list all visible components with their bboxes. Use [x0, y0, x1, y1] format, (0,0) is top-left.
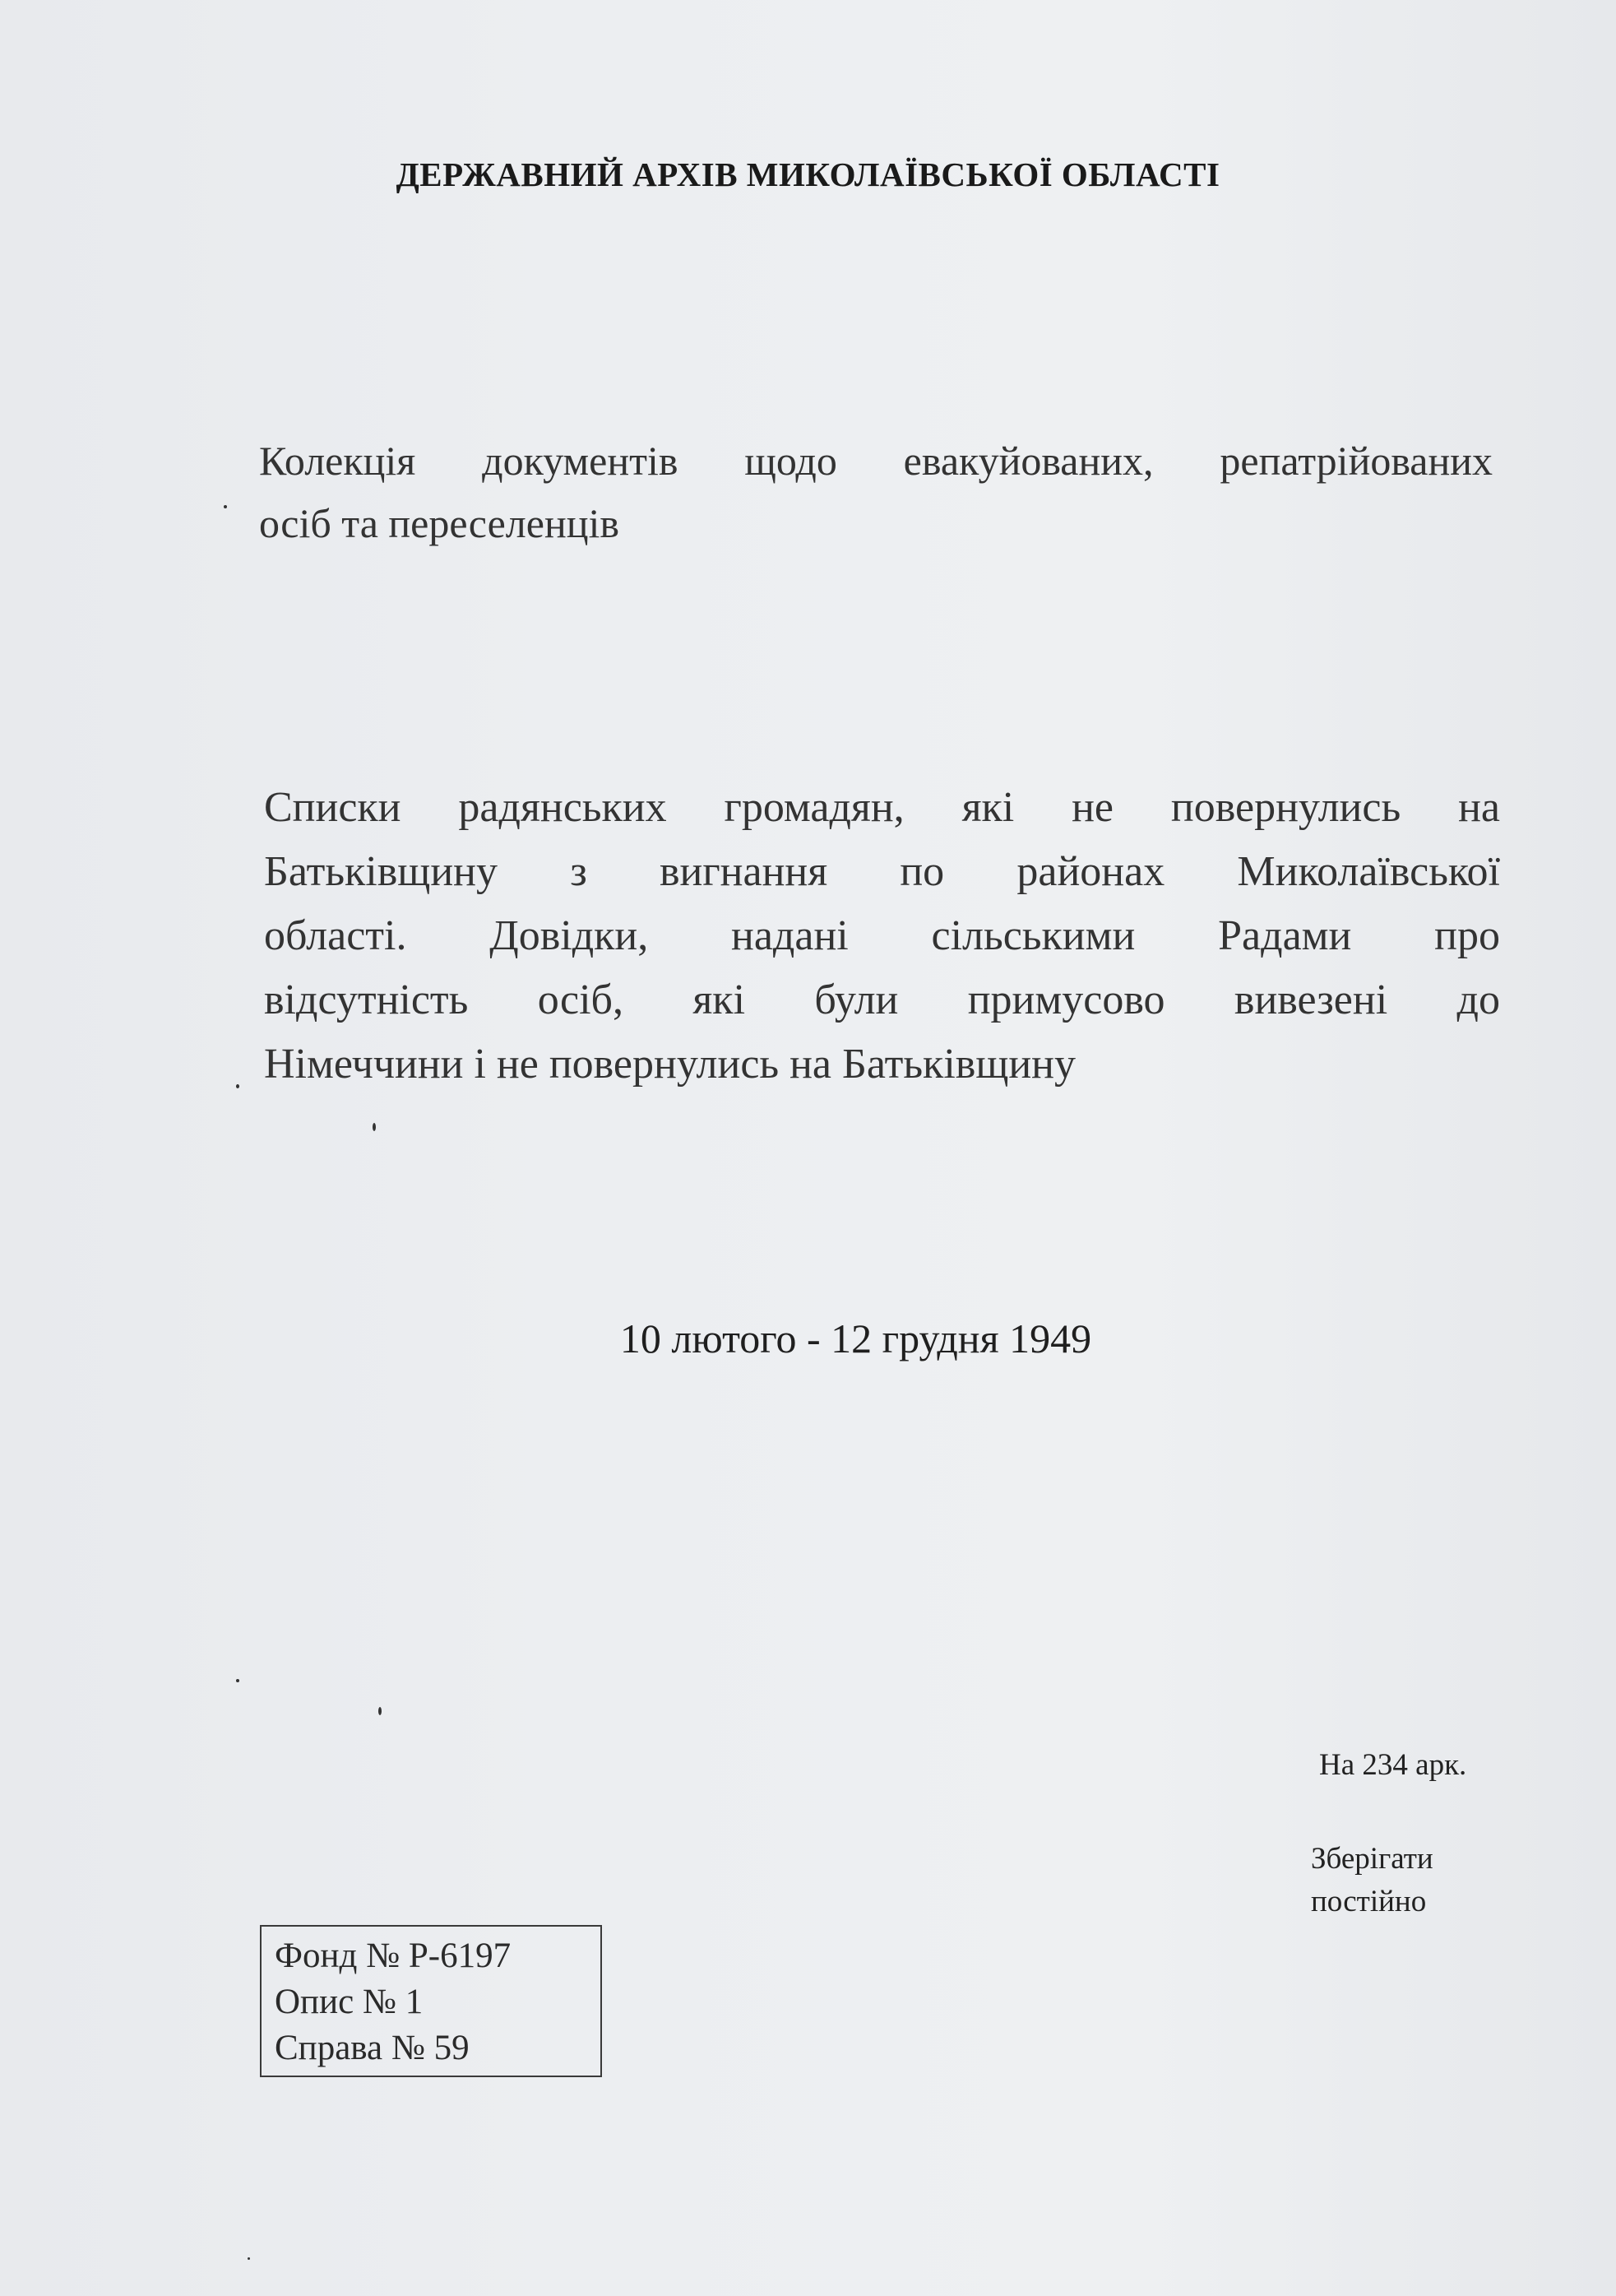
collection-title-line-2: осіб та переселенців — [259, 500, 619, 546]
description-line-5: Німеччини і не повернулись на Батьківщину — [264, 1041, 1077, 1088]
archive-title: ДЕРЖАВНИЙ АРХІВ МИКОЛАЇВСЬКОЇ ОБЛАСТІ — [396, 155, 1220, 193]
scan-speck — [248, 2257, 250, 2260]
description-line-1: Списки радянських громадян, які не повернулись на — [264, 784, 1500, 831]
scan-speck — [373, 1123, 376, 1131]
fond-number: Фонд № Р-6197 — [275, 1937, 512, 1975]
scan-speck — [224, 505, 227, 508]
retention-note — [1311, 1838, 1433, 1923]
retention-line-2: постійно — [1311, 1885, 1427, 1918]
archive-reference-box — [260, 1925, 602, 2077]
collection-title — [259, 429, 1493, 554]
sheet-count: На 234 арк. — [1319, 1748, 1467, 1782]
opys-number: Опис № 1 — [275, 1983, 424, 2021]
collection-title-line-1: Колекція документів щодо евакуйованих, репатрійованих — [259, 438, 1493, 484]
retention-line-1: Зберігати — [1311, 1842, 1433, 1876]
scan-speck — [236, 1679, 239, 1682]
description-line-3: області. Довідки, надані сільськими Радами про — [264, 912, 1500, 959]
date-range: 10 лютого - 12 грудня 1949 — [619, 1315, 1092, 1361]
description-line-4: відсутність осіб, які були примусово вивезені до — [264, 976, 1500, 1023]
sprava-number: Справа № 59 — [275, 2029, 470, 2067]
scan-speck — [236, 1084, 239, 1088]
description-line-2: Батьківщину з вигнання по районах Миколаївської — [264, 848, 1500, 895]
case-description — [264, 776, 1500, 1097]
scan-speck — [378, 1707, 382, 1715]
